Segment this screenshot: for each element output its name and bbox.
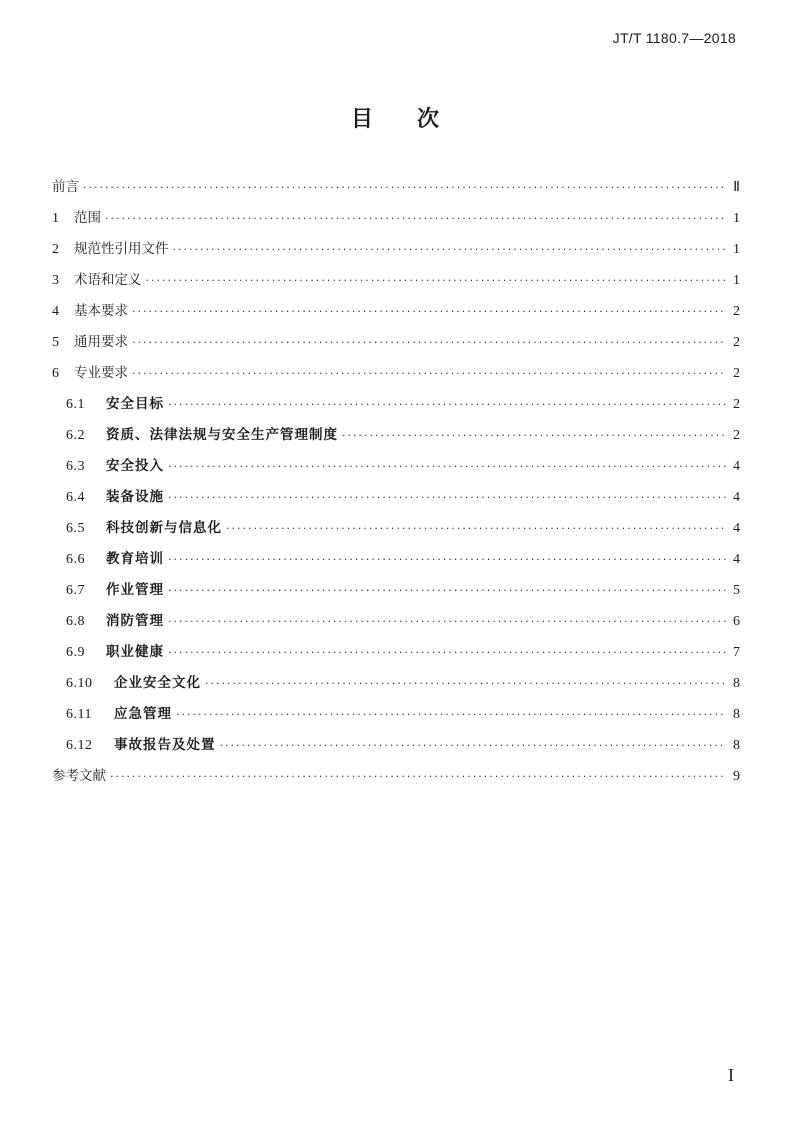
toc-entry-title: 前言 xyxy=(52,179,79,195)
dot-leader xyxy=(168,451,726,482)
toc-entry-number: 5 xyxy=(52,335,59,350)
dot-leader xyxy=(146,265,727,296)
toc-entry-page: 2 xyxy=(733,335,740,350)
toc-entry-page: 1 xyxy=(733,242,740,257)
toc-entry-number: 6.10 xyxy=(66,676,93,691)
dot-leader xyxy=(110,761,726,792)
toc-entry-number: 6.7 xyxy=(66,583,85,598)
toc-entry-title: 职业健康 xyxy=(106,644,164,660)
toc-entry-number: 2 xyxy=(52,242,59,257)
toc-entry-page: 4 xyxy=(733,490,740,505)
toc-entry-title: 安全投入 xyxy=(106,458,164,474)
toc-entry-title: 消防管理 xyxy=(106,613,164,629)
toc-entry-title: 资质、法律法规与安全生产管理制度 xyxy=(106,427,338,443)
toc-entry-number: 3 xyxy=(52,273,59,288)
toc-entry-page: 2 xyxy=(733,397,740,412)
toc-entry-number: 6.1 xyxy=(66,397,85,412)
dot-leader xyxy=(132,296,726,327)
toc-entry-page: 9 xyxy=(733,769,740,784)
toc-entry-page: 4 xyxy=(733,521,740,536)
toc-entry[interactable] xyxy=(52,513,740,544)
toc-entry[interactable] xyxy=(52,451,740,482)
toc-entry-number: 6.8 xyxy=(66,614,85,629)
toc-entry[interactable] xyxy=(52,544,740,575)
toc-entry[interactable] xyxy=(52,761,740,792)
toc-entry-number: 4 xyxy=(52,304,59,319)
toc-entry-number: 6.9 xyxy=(66,645,85,660)
toc-entry-title: 教育培训 xyxy=(106,551,164,567)
toc-entry-title: 科技创新与信息化 xyxy=(106,520,222,536)
dot-leader xyxy=(168,575,726,606)
dot-leader xyxy=(168,389,726,420)
toc-entry-title: 作业管理 xyxy=(106,582,164,598)
toc-entry[interactable] xyxy=(52,668,740,699)
dot-leader xyxy=(342,420,726,451)
page-number: I xyxy=(728,1065,734,1085)
toc-entry-title: 规范性引用文件 xyxy=(74,241,169,257)
toc-entry[interactable] xyxy=(52,606,740,637)
toc-entry-title: 专业要求 xyxy=(74,365,128,381)
toc-entry-page: 5 xyxy=(733,583,740,598)
toc-entry-page: 1 xyxy=(733,211,740,226)
dot-leader xyxy=(168,482,726,513)
toc-entry-number: 6 xyxy=(52,366,59,381)
dot-leader xyxy=(168,606,726,637)
dot-leader xyxy=(226,513,726,544)
toc-entry-title: 装备设施 xyxy=(106,489,164,505)
dot-leader xyxy=(220,730,727,761)
dot-leader xyxy=(176,699,726,730)
toc-entry-number: 6.5 xyxy=(66,521,85,536)
dot-leader xyxy=(168,637,726,668)
toc-entry-page: 8 xyxy=(733,707,740,722)
toc-entry-title: 事故报告及处置 xyxy=(114,737,216,753)
toc-entry-title: 通用要求 xyxy=(74,334,128,350)
dot-leader xyxy=(83,172,726,203)
toc-entry-page: 6 xyxy=(733,614,740,629)
dot-leader xyxy=(205,668,726,699)
toc-entry-page: 4 xyxy=(733,552,740,567)
toc-entry-title: 术语和定义 xyxy=(74,272,142,288)
toc-entry-page: 1 xyxy=(733,273,740,288)
toc-entry-page: 8 xyxy=(733,738,740,753)
dot-leader xyxy=(105,203,726,234)
toc-entry-title: 安全目标 xyxy=(106,396,164,412)
toc-entry-number: 6.12 xyxy=(66,738,93,753)
toc-entry-number: 6.11 xyxy=(66,707,92,722)
toc-entry-number: 6.2 xyxy=(66,428,85,443)
toc-entry[interactable] xyxy=(52,234,740,265)
toc-entry-number: 6.4 xyxy=(66,490,85,505)
toc-entry-page: 2 xyxy=(733,304,740,319)
dot-leader xyxy=(132,358,726,389)
toc-entry[interactable] xyxy=(52,358,740,389)
title-char-1: 目 xyxy=(350,107,373,132)
toc-entry-number: 6.3 xyxy=(66,459,85,474)
page-title xyxy=(0,102,790,133)
toc-entry[interactable] xyxy=(52,296,740,327)
toc-entry[interactable] xyxy=(52,730,740,761)
toc-entry-number: 1 xyxy=(52,211,59,226)
dot-leader xyxy=(168,544,726,575)
toc-entry[interactable] xyxy=(52,699,740,730)
toc-entry-page: 8 xyxy=(733,676,740,691)
title-char-2: 次 xyxy=(417,107,440,132)
toc-entry-page: Ⅱ xyxy=(733,180,740,195)
toc-entry[interactable] xyxy=(52,172,740,203)
toc-entry-title: 参考文献 xyxy=(52,768,106,784)
toc-entry-page: 2 xyxy=(733,428,740,443)
toc-entry-page: 2 xyxy=(733,366,740,381)
toc-entry[interactable] xyxy=(52,482,740,513)
dot-leader xyxy=(132,327,726,358)
toc-entry-title: 基本要求 xyxy=(74,303,128,319)
toc-entry[interactable] xyxy=(52,203,740,234)
toc-entry-title: 应急管理 xyxy=(114,706,172,722)
toc-entry-number: 6.6 xyxy=(66,552,85,567)
toc-entry[interactable] xyxy=(52,575,740,606)
toc-entry-title: 企业安全文化 xyxy=(114,675,201,691)
toc-entry-page: 7 xyxy=(733,645,740,660)
standard-code: JT/T 1180.7—2018 xyxy=(612,30,736,46)
toc-entry[interactable] xyxy=(52,637,740,668)
toc-entry[interactable] xyxy=(52,420,740,451)
dot-leader xyxy=(173,234,727,265)
toc-entry-title: 范围 xyxy=(74,210,101,226)
toc-entry[interactable] xyxy=(52,265,740,296)
toc-entry[interactable] xyxy=(52,327,740,358)
toc-entry[interactable] xyxy=(52,389,740,420)
toc-entry-page: 4 xyxy=(733,459,740,474)
table-of-contents xyxy=(52,172,740,792)
